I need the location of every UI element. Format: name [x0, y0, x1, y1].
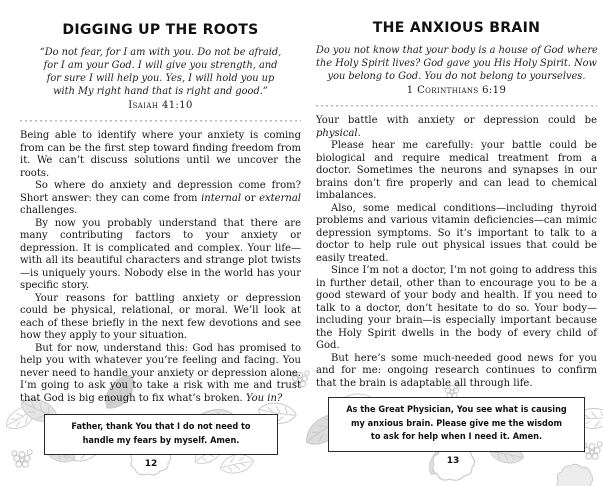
paragraph: So where do anxiety and depression come from? Short answer: they can come from internal or external challenges.: [20, 180, 301, 216]
prayer-box: [44, 414, 278, 455]
scripture-quote: [316, 44, 597, 83]
paragraph: But here’s some much-needed good news for you and for me: ongoing research continues to confirm that the brain is adaptable all through life.: [316, 352, 597, 389]
paragraph: Since I’m not a doctor, I’m not going to address this in further detail, other than to encourage you to be a good steward of your body and health. If you need to talk to a doctor, don’t hesitate to do so. Your body—including your brain—is especially important because the Holy Spirit dwells in the body of every child of God.: [316, 265, 597, 351]
dotted-divider: [316, 105, 597, 107]
page-number: 12: [144, 459, 158, 469]
text-line: the Holy Spirit lives? God gave you His Holy Spirit. Now: [316, 58, 597, 69]
scripture-reference: 1 Corinthians 6:19: [406, 85, 507, 96]
text-line: my anxious brain. Please give me the wisdom: [350, 418, 563, 429]
scripture-reference: Isaiah 41:10: [128, 100, 193, 111]
scripture-quote: [20, 46, 301, 98]
body-text: [316, 115, 597, 390]
paragraph: Please hear me carefully: your battle could be biological and require medical treatment from a doctor. Sometimes the neurons and synapses in our brains don’t fire properly and can lead to chemical imbalances.: [316, 140, 597, 201]
prayer-box: [328, 397, 585, 452]
text-line: “Do not fear, for I am with you. Do not be afraid,: [39, 47, 282, 58]
text-line: for sure I will help you. Yes, I will hold you up: [46, 73, 275, 84]
paragraph: By now you probably understand that there are many contributing factors to your anxiety or depression. It is complicated and complex. Your life—with all its beautiful characters and strange plot twists—is uniquely yours. Nobody else in the world has your specific story.: [20, 217, 301, 291]
body-text: [20, 130, 301, 405]
text-line: for I am your God. I will give you strength, and: [43, 60, 278, 71]
left-page: [20, 22, 301, 455]
paragraph: Your reasons for battling anxiety or depression could be physical, relational, or moral. We’ll look at each of these briefly in the next few devotions and see how they apply to your situation.: [20, 292, 301, 341]
text-line: As the Great Physician, You see what is causing: [346, 405, 567, 415]
page-number: 13: [446, 456, 460, 466]
text-line: with My right hand that is right and good.”: [53, 86, 268, 97]
text-line: you belong to God. You do not belong to yourselves.: [327, 71, 586, 82]
right-page: [316, 20, 597, 452]
dotted-divider: [20, 120, 301, 122]
text-line: Do you not know that your body is a house of God where: [316, 45, 598, 56]
text-line: handle my fears by myself. Amen.: [82, 435, 239, 446]
page-title: DIGGING UP THE ROOTS: [62, 22, 259, 38]
paragraph: Being able to identify where your anxiety is coming from can be the first step toward finding freedom from it. We can’t discuss solutions until we uncover the roots.: [20, 130, 301, 179]
text-line: to ask for help when I need it. Amen.: [370, 432, 543, 442]
text-line: Father, thank You that I do not need to: [70, 422, 251, 432]
paragraph: Your battle with anxiety or depression could be physical.: [316, 115, 597, 139]
paragraph: Also, some medical conditions—including thyroid problems and various vitamin deficiencies—can mimic depression symptoms. So it’s important to talk to a doctor to help rule out physical issues that could be easily treated.: [316, 202, 597, 264]
paragraph: But for now, understand this: God has promised to help you with whatever you’re feeling and facing. You never need to handle your anxiety or depression alone. I’m going to ask you to take a risk with me and trust that God is big enough to fix what’s broken. You in?: [20, 342, 301, 404]
page-title: THE ANXIOUS BRAIN: [372, 20, 541, 36]
